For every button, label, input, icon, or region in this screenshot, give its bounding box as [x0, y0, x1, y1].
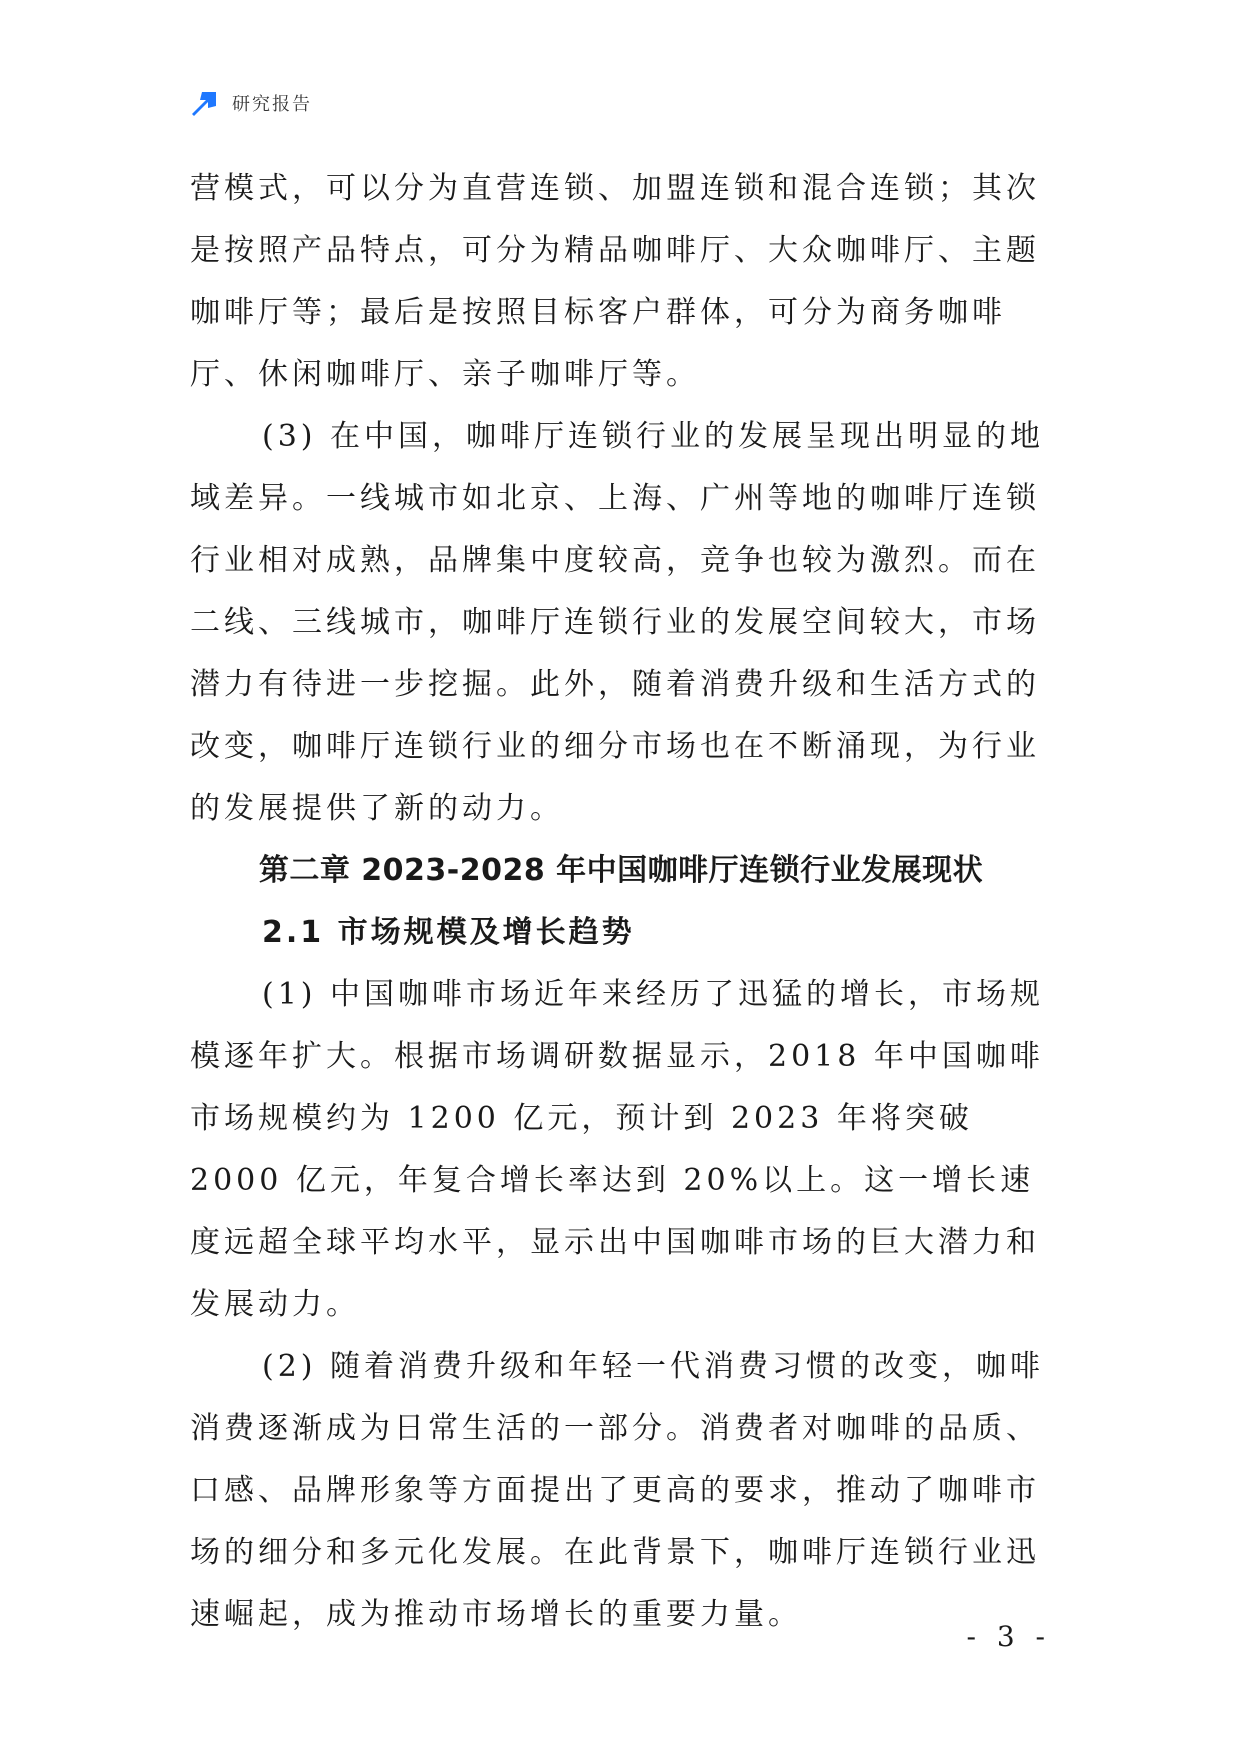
paragraph-market-size: (1) 中国咖啡市场近年来经历了迅猛的增长，市场规模逐年扩大。根据市场调研数据显示，2018 年中国咖啡市场规模约为 1200 亿元，预计到 2023 年将突破 2000 亿元，年复合增长率达到 20%以上。这一增长速度远超全球平均水平，显示出中国咖啡市场的巨大潜力和发展动力。 [190, 977, 1045, 1322]
page-number: - 3 - [966, 1620, 1051, 1653]
arrow-up-right-icon [190, 88, 220, 118]
paragraph-regional-differences: (3) 在中国，咖啡厅连锁行业的发展呈现出明显的地域差异。一线城市如北京、上海、广州等地的咖啡厅连锁行业相对成熟，品牌集中度较高，竞争也较为激烈。而在二线、三线城市，咖啡厅连锁行业的发展空间较大，市场潜力有待进一步挖掘。此外，随着消费升级和生活方式的改变，咖啡厅连锁行业的细分市场也在不断涌现，为行业的发展提供了新的动力。 [190, 419, 1045, 826]
chapter-title: 第二章 2023-2028 年中国咖啡厅连锁行业发展现状 [258, 853, 984, 888]
document-body [190, 158, 1052, 1646]
section-title: 2.1 市场规模及增长趋势 [262, 915, 635, 950]
paragraph-consumption-upgrade: (2) 随着消费升级和年轻一代消费习惯的改变，咖啡消费逐渐成为日常生活的一部分。消费者对咖啡的品质、口感、品牌形象等方面提出了更高的要求，推动了咖啡市场的细分和多元化发展。在此背景下，咖啡厅连锁行业迅速崛起，成为推动市场增长的重要力量。 [190, 1349, 1045, 1632]
report-header [190, 88, 312, 118]
header-label: 研究报告 [232, 94, 312, 115]
paragraph-operating-modes: 营模式，可以分为直营连锁、加盟连锁和混合连锁；其次是按照产品特点，可分为精品咖啡厅、大众咖啡厅、主题咖啡厅等；最后是按照目标客户群体，可分为商务咖啡厅、休闲咖啡厅、亲子咖啡厅等。 [190, 171, 1040, 392]
